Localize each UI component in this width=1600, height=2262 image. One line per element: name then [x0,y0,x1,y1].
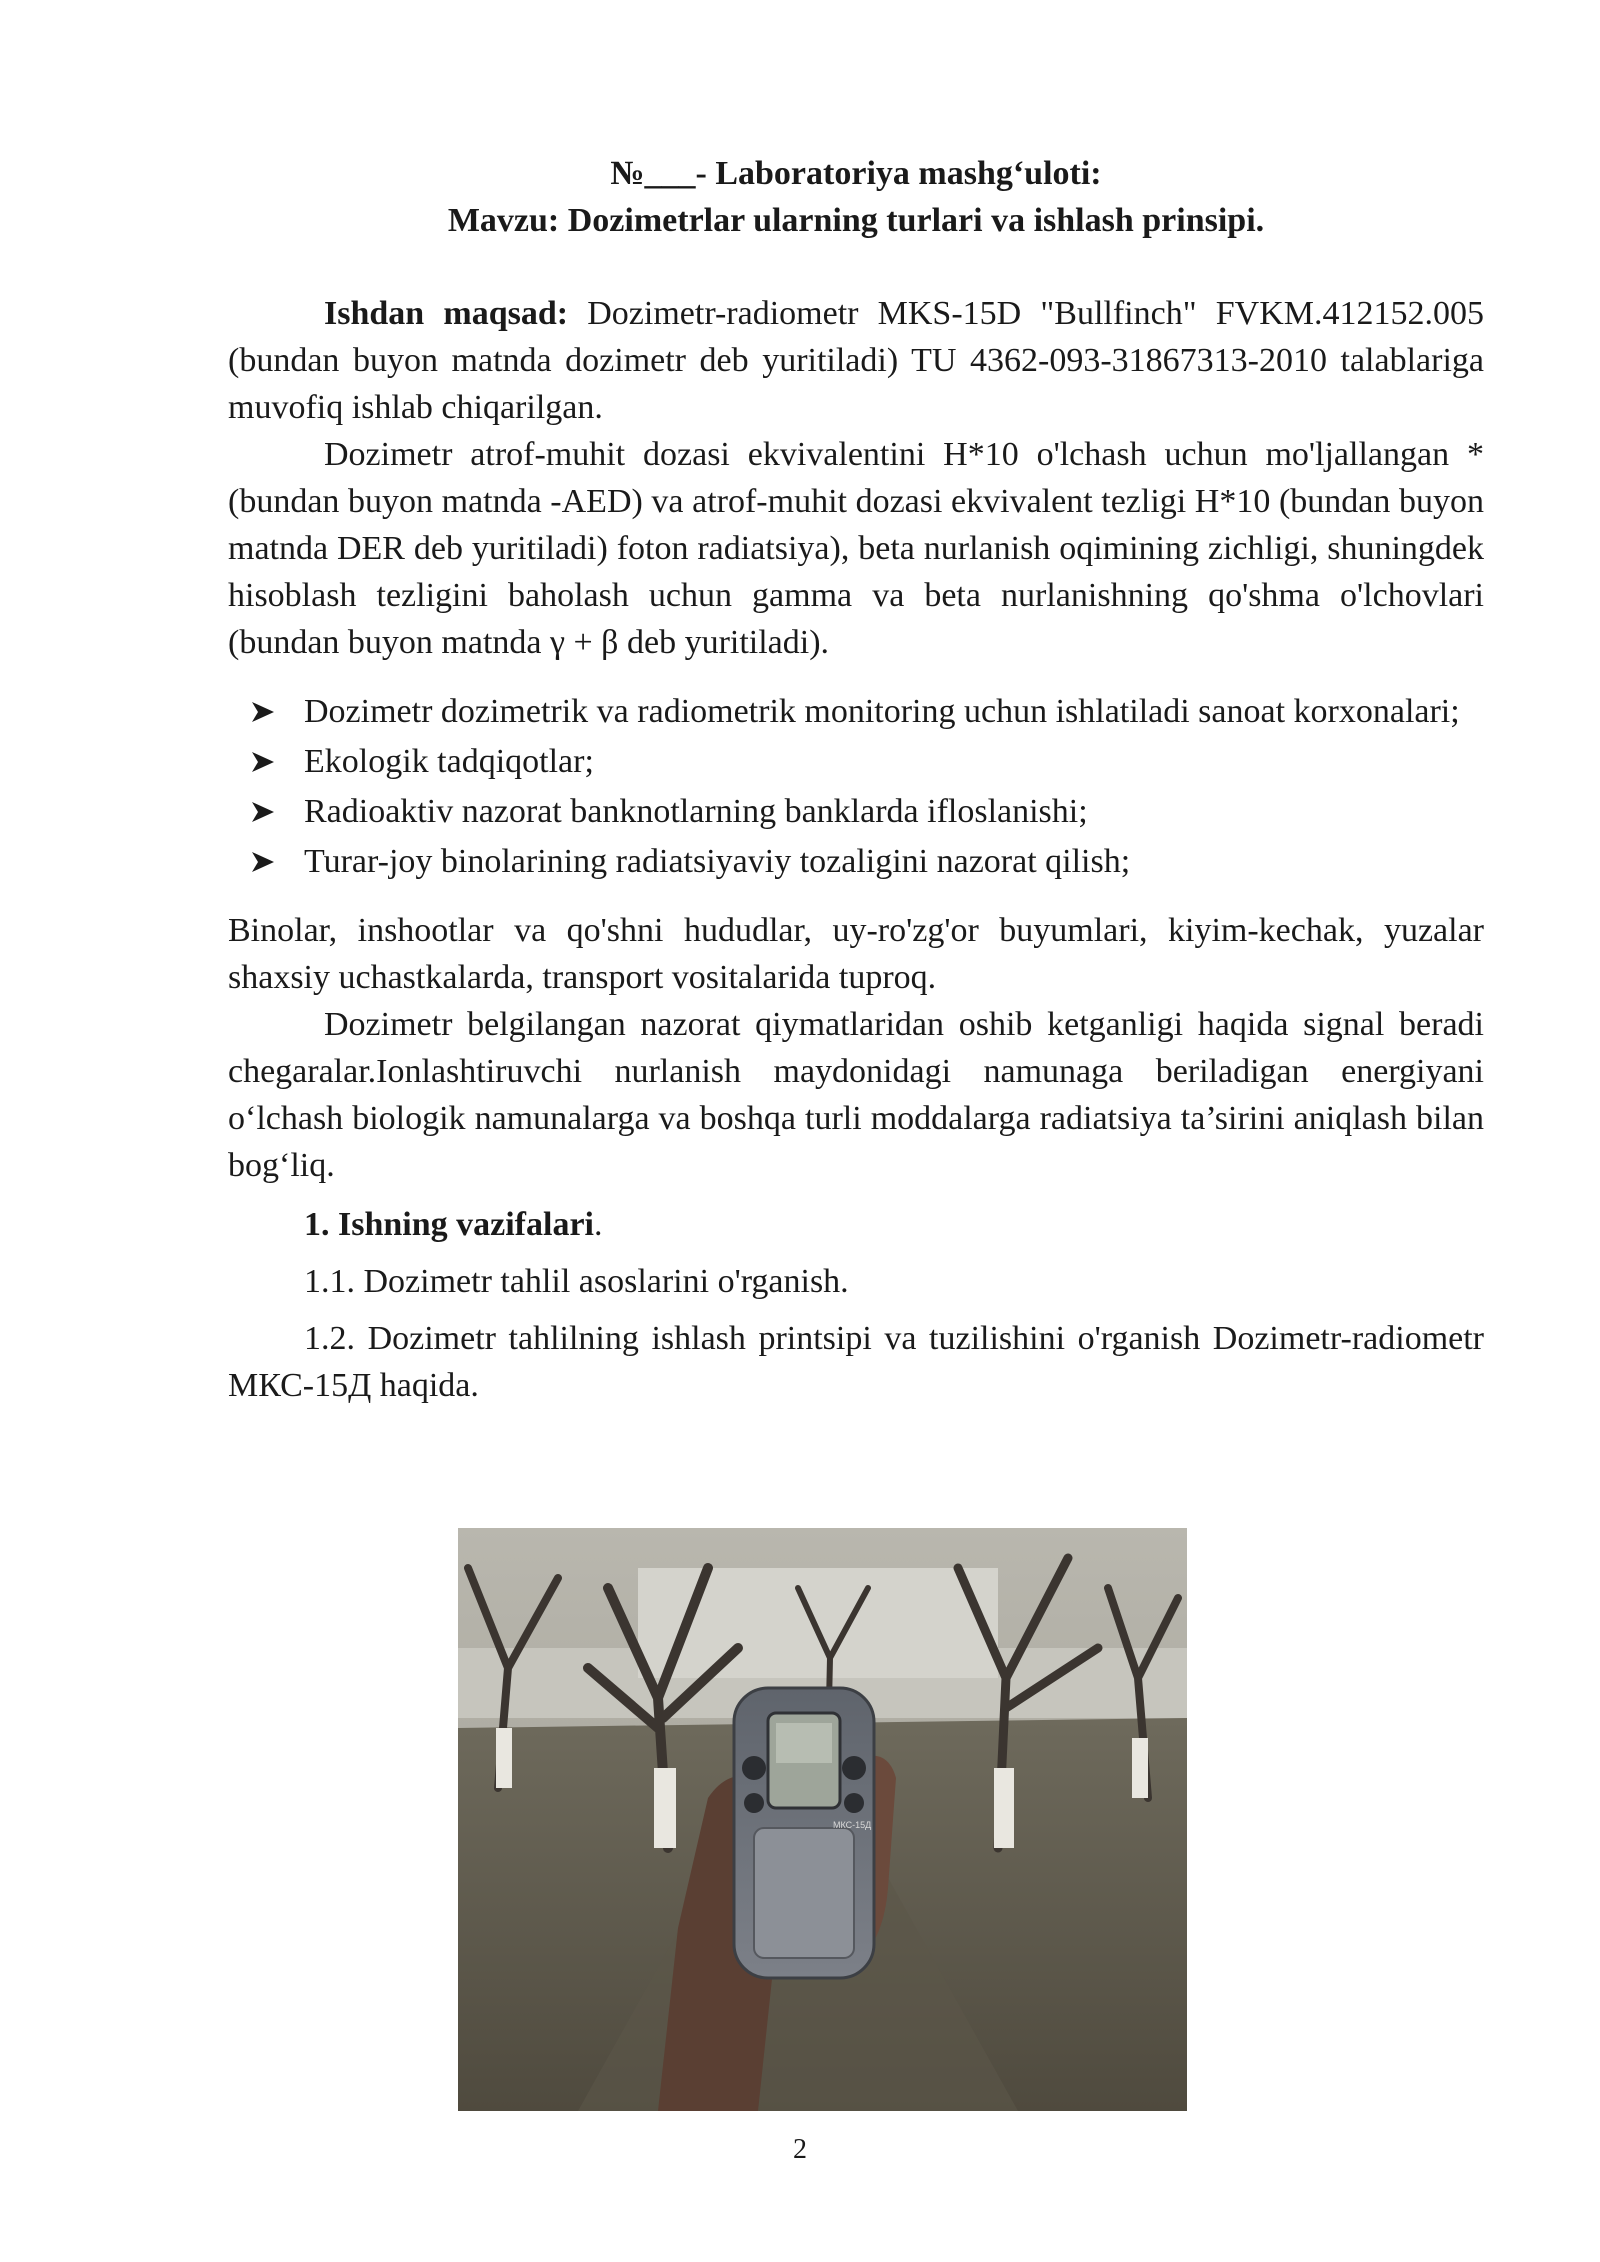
list-item: Radioaktiv nazorat banknotlarning banklarda ifloslanishi; [228,788,1484,835]
task-1-1: 1.1. Dozimetr tahlil asoslarini o'rganish. [304,1263,849,1300]
arrow-bullet-icon [250,838,280,885]
list-item: Dozimetr dozimetrik va radiometrik monitoring uchun ishlatiladi sanoat korxonalari; [228,688,1484,735]
objects-paragraph: Binolar, inshootlar va qo'shni hududlar, uy-ro'zg'or buyumlari, kiyim-kechak, yuzalar shaxsiy uchastkalarda, transport vositalarida tuproq. [228,912,1484,996]
signal-paragraph: Dozimetr belgilangan nazorat qiymatlaridan oshib ketganligi haqida signal beradi chegaralar.Ionlashtiruvchi nurlanish maydonidagi namunaga beriladigan energiyani o‘lchash biologik namunalarga va boshqa turli moddalarga radiatsiya ta’sirini aniqlash bilan bog‘liq. [228,1006,1484,1184]
task-1-2: 1.2. Dozimetr tahlilning ishlash printsipi va tuzilishini o'rganish Dozimetr-radiometr МКС-15Д haqida. [228,1320,1484,1404]
list-item: Ekologik tadqiqotlar; [228,738,1484,785]
page-number: 2 [793,2134,807,2165]
aim-label: Ishdan maqsad: [324,295,569,332]
dosimeter-photo [458,1528,1187,2111]
section-heading: 1. Ishning vazifalari. [304,1206,603,1243]
arrow-bullet-icon [250,688,280,735]
usage-list [228,688,1484,885]
page-content [228,150,1484,1409]
arrow-bullet-icon [250,738,280,785]
topic-title: Mavzu: Dozimetrlar ularning turlari va ishlash prinsipi. [447,202,1265,239]
aim-text: Dozimetr-radiometr MKS-15D "Bullfinch" FVKM.412152.005 (bundan buyon matnda dozimetr deb yuritiladi) TU 4362-093-31867313-2010 talablariga muvofiq ishlab chiqarilgan. [228,295,1484,426]
device-label: МКС-15Д [833,1820,872,1830]
arrow-bullet-icon [250,788,280,835]
lab-title: №___- Laboratoriya mashg‘uloti: [610,155,1102,192]
list-item: Turar-joy binolarining radiatsiyaviy tozaligini nazorat qilish; [228,838,1484,885]
aim-paragraph [228,290,1484,431]
description-paragraph: Dozimetr atrof-muhit dozasi ekvivalentini H*10 o'lchash uchun mo'ljallangan * (bundan buyon matnda -AED) va atrof-muhit dozasi ekvivalent tezligi H*10 (bundan buyon matnda DER deb yuritiladi) foton radiatsiya), beta nurlanish oqimining zichligi, shuningdek hisoblash tezligini baholash uchun gamma va beta nurlanishning qo'shma o'lchovlari (bundan buyon matnda γ + β deb yuritiladi). [228,436,1484,661]
